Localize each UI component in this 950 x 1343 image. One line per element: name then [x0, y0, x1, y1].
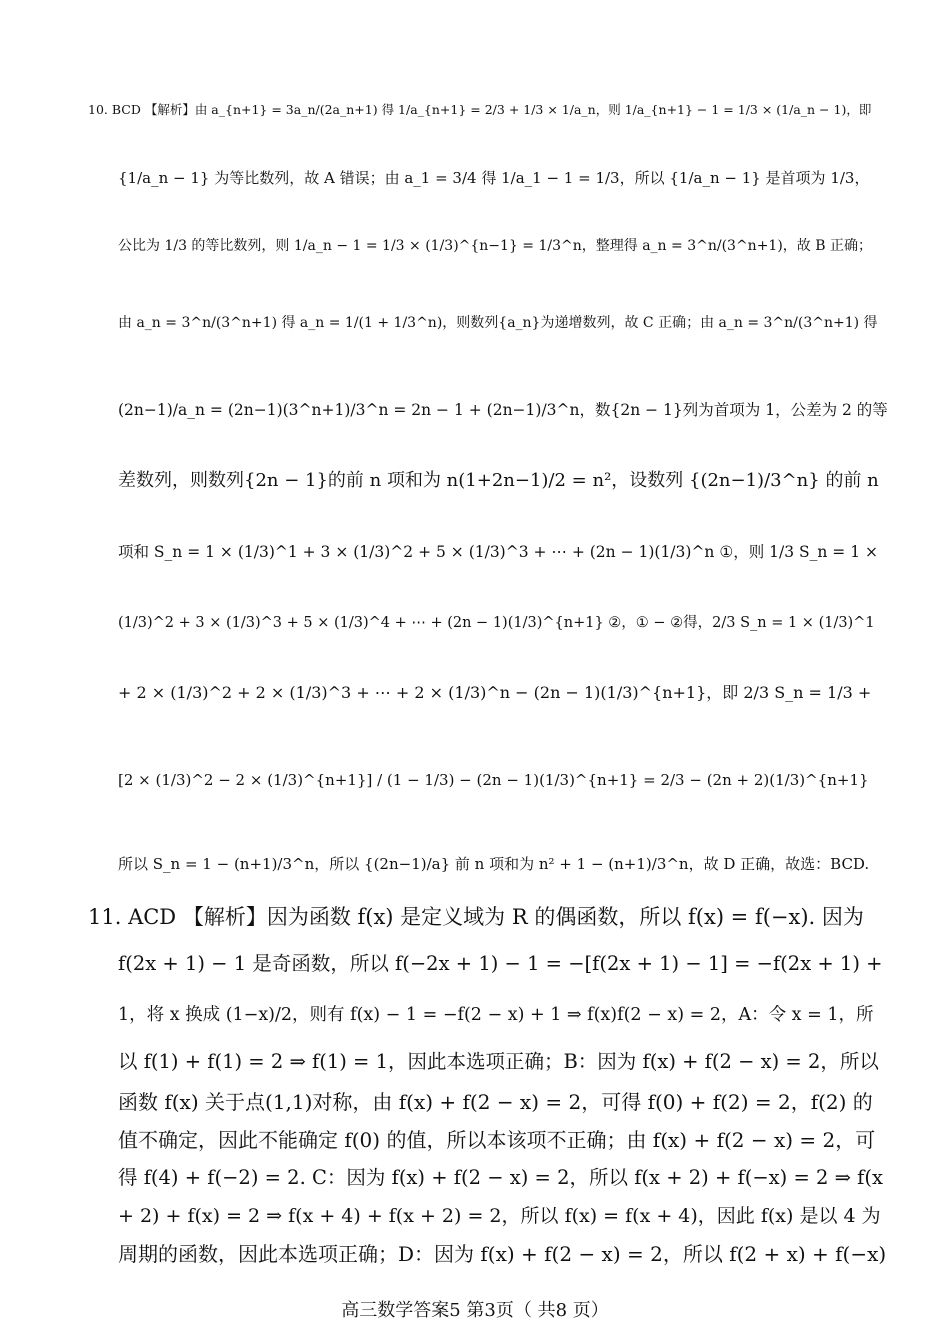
p11-line-2-text: f(2x + 1) − 1 是奇函数，所以 f(−2x + 1) − 1 = −[f(2x + 1) − 1] = −f(2x + 1) + [118, 952, 883, 975]
p10-line-4-text: 由 a_n = 3^n/(3^n+1) 得 a_n = 1/(1 + 1/3^n)，则数列{a_n}为递增数列，故 C 正确；由 a_n = 3^n/(3^n+1) 得 [118, 315, 878, 331]
p10-line-1-text: 10. BCD 【解析】由 a_{n+1} = 3a_n/(2a_n+1) 得 1/a_{n+1} = 2/3 + 1/3 × 1/a_n，则 1/a_{n+1} − 1 = 1/3 × (1/a_n − 1)，即 [88, 102, 872, 117]
p11-line-7-text: 得 f(4) + f(−2) = 2. C：因为 f(x) + f(2 − x) = 2，所以 f(x + 2) + f(−x) = 2 ⇒ f(x [118, 1166, 883, 1189]
p11-line-8-text: + 2) + f(x) = 2 ⇒ f(x + 4) + f(x + 2) = 2，所以 f(x) = f(x + 4)，因此 f(x) 是以 4 为 [118, 1204, 881, 1227]
p11-line-6-text: 值不确定，因此不能确定 f(0) 的值，所以本该项不正确；由 f(x) + f(2 − x) = 2，可 [118, 1127, 876, 1152]
p10-line-2-text: {1/a_n − 1} 为等比数列，故 A 错误；由 a_1 = 3/4 得 1/a_1 − 1 = 1/3，所以 {1/a_n − 1} 是首项为 1/3， [118, 168, 870, 187]
p10-line-1 [88, 84, 888, 134]
p10-line-2 [118, 152, 888, 202]
p11-line-1 [88, 898, 888, 934]
p10-line-10 [118, 748, 888, 812]
p11-line-5 [118, 1082, 888, 1118]
p10-line-7-text: 项和 S_n = 1 × (1/3)^1 + 3 × (1/3)^2 + 5 × (1/3)^3 + ⋯ + (2n − 1)(1/3)^n ①，则 1/3 S_n = 1 × [118, 543, 878, 561]
p10-line-6 [118, 454, 888, 504]
p11-line-8 [118, 1196, 888, 1232]
page-footer: 高三数学答案5 第3页（ 共8 页） [341, 1300, 609, 1321]
p11-line-3-text: 1，将 x 换成 (1−x)/2，则有 f(x) − 1 = −f(2 − x) + 1 ⇒ f(x)f(2 − x) = 2，A：令 x = 1，所 [118, 1004, 874, 1025]
p10-line-11 [118, 838, 888, 888]
p10-line-5-text: (2n−1)/a_n = (2n−1)(3^n+1)/3^n = 2n − 1 + (2n−1)/3^n，数{2n − 1}列为首项为 1，公差为 2 的等 [118, 401, 888, 419]
p11-line-6 [118, 1120, 888, 1156]
p10-line-3 [118, 220, 888, 270]
p11-line-3 [118, 988, 888, 1038]
p10-line-9-text: + 2 × (1/3)^2 + 2 × (1/3)^3 + ⋯ + 2 × (1/3)^n − (2n − 1)(1/3)^{n+1}，即 2/3 S_n = 1/3 + [118, 682, 872, 702]
p11-line-9 [118, 1234, 888, 1270]
p11-line-5-text: 函数 f(x) 关于点(1,1)对称，由 f(x) + f(2 − x) = 2，可得 f(0) + f(2) = 2，f(2) 的 [118, 1089, 873, 1114]
p10-line-6-text: 差数列，则数列{2n − 1}的前 n 项和为 n(1+2n−1)/2 = n²，设数列 {(2n−1)/3^n} 的前 n [118, 470, 879, 491]
p11-line-4-text: 以 f(1) + f(1) = 2 ⇒ f(1) = 1，因此本选项正确；B：因为 f(x) + f(2 − x) = 2，所以 [118, 1050, 879, 1073]
p10-line-4 [118, 294, 888, 350]
p11-line-7 [118, 1158, 888, 1194]
p10-line-10-text: [2 × (1/3)^2 − 2 × (1/3)^{n+1}] / (1 − 1/3) − (2n − 1)(1/3)^{n+1} = 2/3 − (2n + 2)(1/3)^{n+1} [118, 771, 869, 789]
p11-line-4 [118, 1042, 888, 1078]
p10-line-5 [118, 384, 888, 434]
p10-line-3-text: 公比为 1/3 的等比数列，则 1/a_n − 1 = 1/3 × (1/3)^{n−1} = 1/3^n，整理得 a_n = 3^n/(3^n+1)，故 B 正确； [118, 238, 872, 254]
p11-line-2 [118, 944, 888, 980]
p11-line-9-text: 周期的函数，因此本选项正确；D：因为 f(x) + f(2 − x) = 2，所以 f(2 + x) + f(−x) [118, 1241, 887, 1266]
p10-line-8-text: (1/3)^2 + 3 × (1/3)^3 + 5 × (1/3)^4 + ⋯ + (2n − 1)(1/3)^{n+1} ②，① − ②得，2/3 S_n = 1 × (1/3)^1 [118, 614, 875, 631]
p11-line-1-text: 11. ACD 【解析】因为函数 f(x) 是定义域为 R 的偶函数，所以 f(x) = f(−x). 因为 [88, 905, 864, 929]
p10-line-8 [118, 594, 888, 648]
p10-line-7 [118, 524, 888, 578]
p10-line-9 [118, 664, 888, 718]
p10-line-11-text: 所以 S_n = 1 − (n+1)/3^n，所以 {(2n−1)/a} 前 n 项和为 n² + 1 − (n+1)/3^n，故 D 正确，故选：BCD. [118, 854, 870, 873]
